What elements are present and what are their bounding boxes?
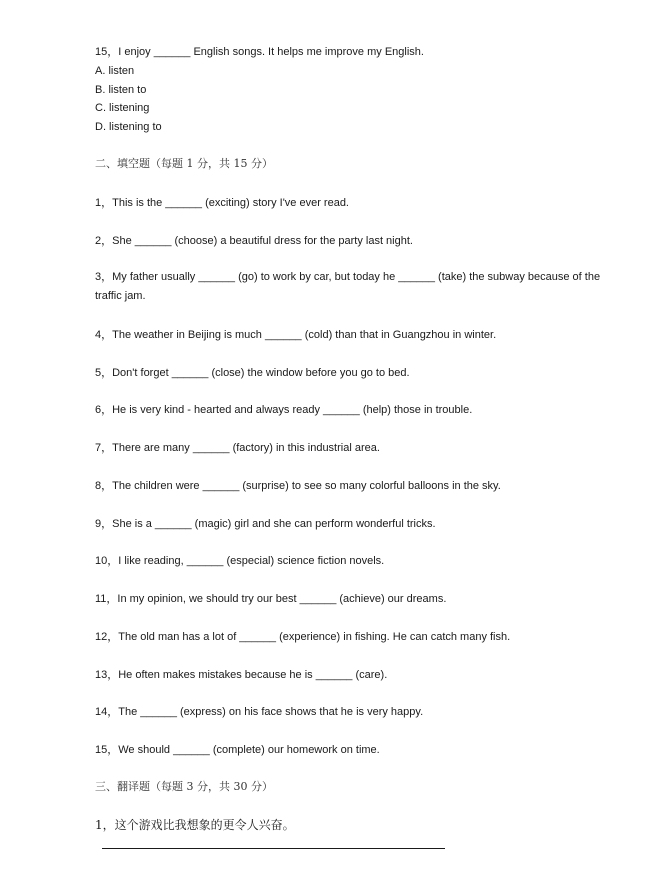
fill-item: 10，I like reading, ______ (especial) science fiction novels. xyxy=(95,555,385,567)
fill-item: 8，The children were ______ (surprise) to see so many colorful balloons in the sky. xyxy=(95,480,501,492)
fill-item: 4，The weather in Beijing is much ______ (cold) than that in Guangzhou in winter. xyxy=(95,329,497,341)
section-title-translation: 三、翻译题（每题 3 分，共 30 分） xyxy=(95,780,273,793)
option-a: A. listen xyxy=(95,65,135,77)
section-title-fill-blank: 二、填空题（每题 1 分，共 15 分） xyxy=(95,157,273,170)
fill-item: 15，We should ______ (complete) our homework on time. xyxy=(95,744,380,756)
translation-item: 1，这个游戏比我想象的更令人兴奋。 xyxy=(95,818,295,832)
fill-item: 3，My father usually ______ (go) to work by car, but today he ______ (take) the subway because of the traffic jam. xyxy=(95,271,601,302)
fill-item: 13，He often makes mistakes because he is ______ (care). xyxy=(95,669,388,681)
fill-item: 14，The ______ (express) on his face shows that he is very happy. xyxy=(95,706,424,718)
option-d: D. listening to xyxy=(95,121,162,133)
fill-item: 5，Don't forget ______ (close) the window before you go to bed. xyxy=(95,367,410,379)
fill-item: 7，There are many ______ (factory) in this industrial area. xyxy=(95,442,380,454)
fill-item: 1，This is the ______ (exciting) story I've ever read. xyxy=(95,197,349,209)
fill-item: 12，The old man has a lot of ______ (experience) in fishing. He can catch many fish. xyxy=(95,631,511,643)
answer-line[interactable] xyxy=(102,848,445,849)
fill-item: 9，She is a ______ (magic) girl and she can perform wonderful tricks. xyxy=(95,518,436,530)
option-c: C. listening xyxy=(95,102,150,114)
fill-item: 2，She ______ (choose) a beautiful dress for the party last night. xyxy=(95,235,413,247)
option-b: B. listen to xyxy=(95,84,147,96)
fill-item: 11，In my opinion, we should try our best ______ (achieve) our dreams. xyxy=(95,593,447,605)
question-stem: 15，I enjoy ______ English songs. It helps me improve my English. xyxy=(95,46,424,58)
fill-item: 6，He is very kind - hearted and always ready ______ (help) those in trouble. xyxy=(95,404,473,416)
